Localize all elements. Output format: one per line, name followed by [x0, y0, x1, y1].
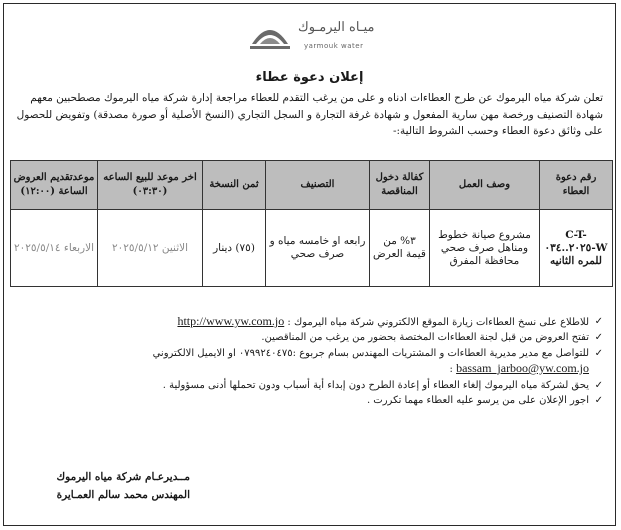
checkmark-icon: ✓: [594, 316, 603, 327]
checkmark-icon: ✓: [594, 347, 603, 359]
list-item: bassam_jarboo@yw.com.jo :: [449, 361, 589, 376]
col-header-classification: التصنيف: [266, 161, 370, 210]
signature-title: مــديرعـام شركة مياه اليرموك: [56, 471, 190, 483]
water-drop-logo-icon: [246, 14, 294, 56]
note-opening-text: تفتح العروض من قبل لجنة العطاءات المختصة بحضور من يرغب من المناقصين.: [261, 332, 589, 344]
cell-deadline: الاربعاء ٢٠٢٥/٥/١٤: [11, 210, 98, 287]
announcement-title: إعلان دعوة عطاء: [255, 70, 364, 85]
table-header-row: [11, 161, 613, 210]
cell-price: (٧٥) دينار: [203, 210, 266, 287]
col-header-code: رقم دعوة العطاء: [540, 161, 613, 210]
logo-arabic-text: ميـاه اليرمـوك: [298, 20, 375, 35]
website-link[interactable]: http://www.yw.com.jo: [177, 314, 285, 328]
cell-classification: رابعه او خامسه مياه و صرف صحي: [266, 210, 370, 287]
col-header-bond: كفالة دخول المناقصة: [370, 161, 430, 210]
note-ad-fees-text: اجور الإعلان على من يرسو عليه العطاء مهما تكررت .: [366, 395, 589, 407]
note-contact-text: للتواصل مع مدير مديرية العطاءات و المشتريات المهندس بسام جربوع :٠٧٩٩٢٤٠٤٧٥ او الايميل الالكتروني: [152, 347, 589, 359]
cell-description: مشروع صيانة خطوط ومناهل صرف صحي محافظة المفرق: [430, 210, 540, 287]
conditions-list: [14, 314, 603, 408]
cell-tender-code: C-T-W-٢٠٢٥..٠٣٤ للمره الثانيه: [540, 210, 613, 287]
tender-table: [10, 160, 613, 287]
cell-last-sale: الاثنين ٢٠٢٥/٥/١٢: [98, 210, 203, 287]
list-item: [14, 393, 603, 408]
col-header-price: ثمن النسخة: [203, 161, 266, 210]
col-header-description: وصف العمل: [430, 161, 540, 210]
company-logo: [246, 14, 386, 58]
col-header-deadline: موعدتقديم العروض الساعة (١٢:٠٠): [11, 161, 98, 210]
checkmark-icon: ✓: [594, 379, 603, 391]
logo-english-text: yarmouk water: [304, 42, 364, 50]
email-link[interactable]: bassam_jarboo@yw.com.jo: [456, 361, 589, 376]
cell-bond: ٣% من قيمة العرض: [370, 210, 430, 287]
tender-announcement: [3, 3, 616, 526]
signature-name: المهندس محمد سالم العمـايرة: [56, 489, 190, 501]
table-row: [11, 210, 613, 287]
list-item: [14, 314, 603, 330]
checkmark-icon: ✓: [594, 395, 603, 407]
signature-block: [56, 468, 190, 504]
col-header-last-sale: اخر موعد للبيع الساعه (٠٣:٣٠): [98, 161, 203, 210]
note-cancel-right-text: يحق لشركة مياه اليرموك إلغاء العطاء أو إعادة الطرح دون إبداء أية أسباب ودون تحملها أدنى مسؤولية .: [162, 379, 589, 391]
list-item: [14, 378, 603, 393]
intro-paragraph: تعلن شركة مياه اليرموك عن طرح العطاءات ادناه و على من يرغب التقدم للعطاء مراجعة إدارة شركة مياه اليرموك مصطحبين معهم شهادة التصنيف ورخصة مهن سارية المفعول و شهادة غرفة التجارة و السجل التجاري (النسخ الأصلية أو صورة مصدقة) وتفويض للحصول على وثائق دعوة العطاء وحسب الشروط التالية:-: [16, 92, 603, 137]
list-item: [14, 346, 603, 361]
list-item: [14, 330, 603, 345]
note-website-text: للاطلاع على نسخ العطاءات زيارة الموقع الالكتروني شركة مياه اليرموك :: [287, 317, 589, 328]
checkmark-icon: ✓: [594, 332, 603, 344]
